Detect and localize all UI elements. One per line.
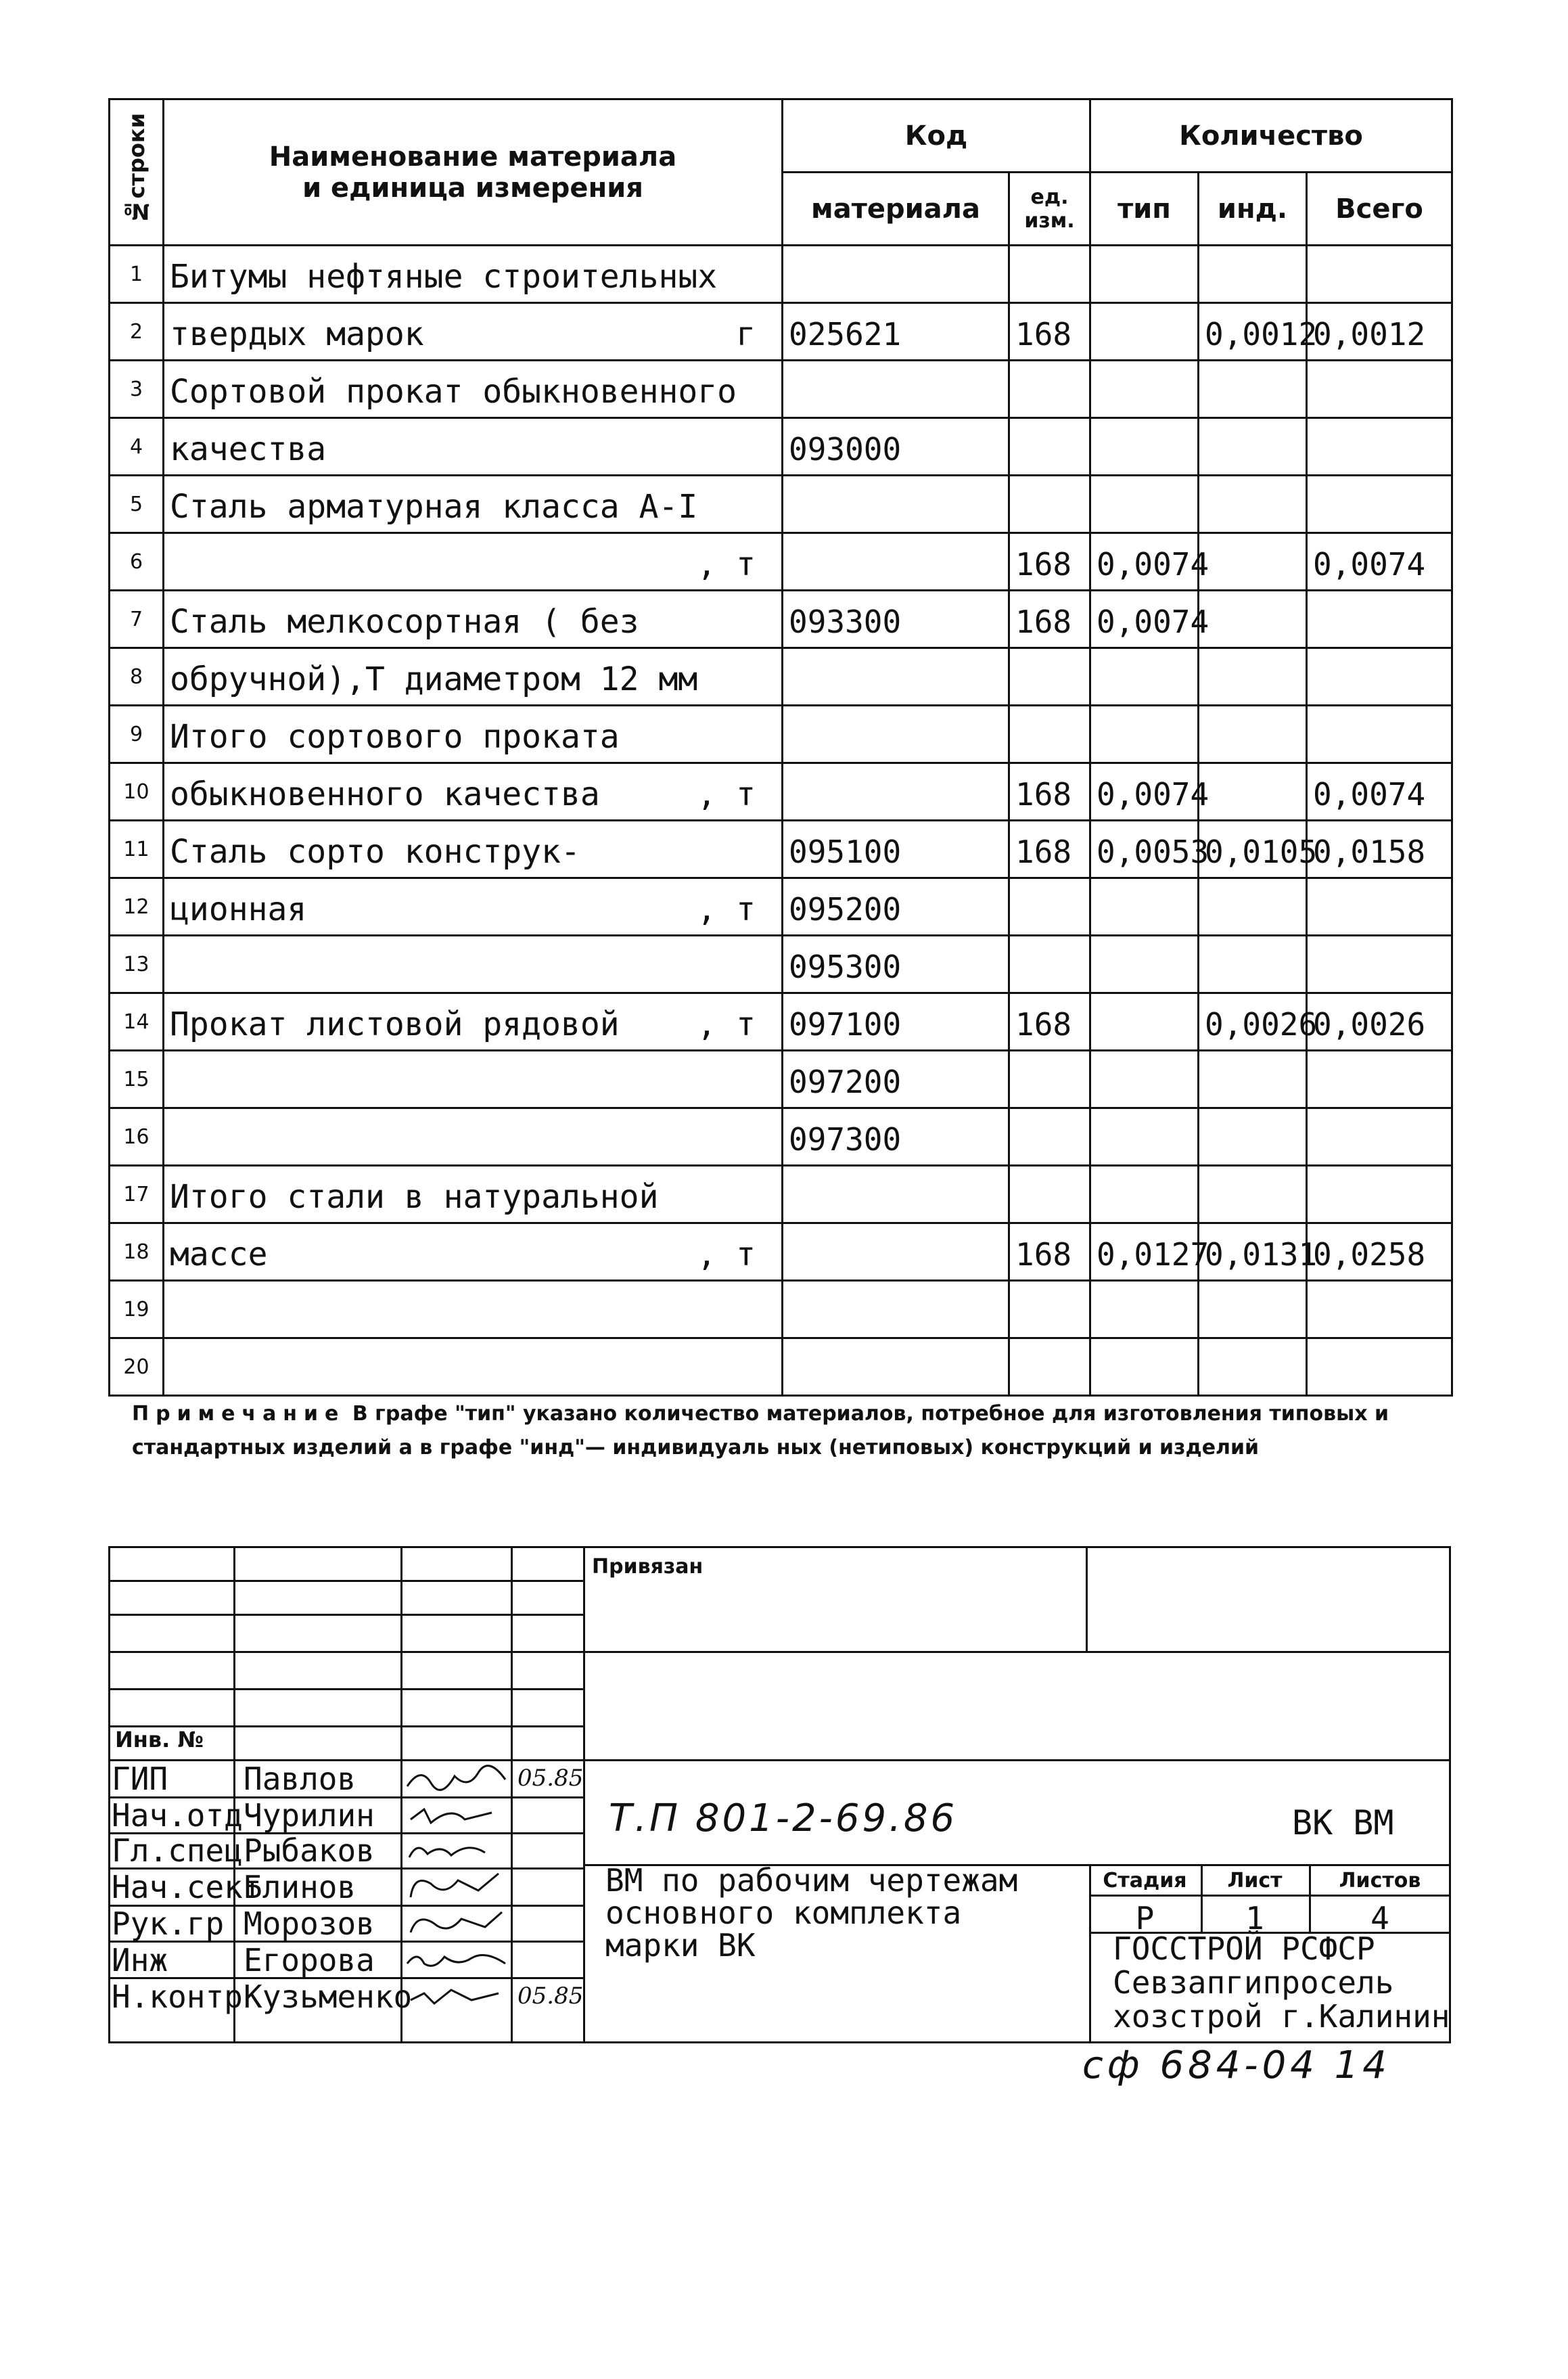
row-number: 2 xyxy=(110,303,164,361)
material-code xyxy=(783,246,1009,303)
material-name-cell xyxy=(164,303,783,361)
person-name-n-kontr: Кузьменко xyxy=(244,1978,413,2015)
materials-table xyxy=(108,98,1453,1397)
table-row xyxy=(110,1281,1452,1338)
row-number: 1 xyxy=(110,246,164,303)
role-nach-sekt: Нач.сект xyxy=(112,1869,262,1905)
person-name-ruk-gr: Морозов xyxy=(244,1905,375,1942)
typical-qty: 0,0074 xyxy=(1090,763,1199,821)
typical-qty xyxy=(1090,361,1199,418)
unit-code xyxy=(1009,878,1090,936)
person-name-gip: Павлов xyxy=(244,1761,356,1797)
document-code: Т.П 801-2-69.86 xyxy=(609,1796,958,1840)
table-row xyxy=(110,418,1452,476)
unit-code: 168 xyxy=(1009,303,1090,361)
material-name: Битумы нефтяные строительных xyxy=(170,258,718,296)
material-code: 095100 xyxy=(783,821,1009,878)
typical-qty xyxy=(1090,246,1199,303)
unit-code xyxy=(1009,936,1090,993)
material-name-header-line2: и единица измерения xyxy=(302,172,643,204)
unit-code: 168 xyxy=(1009,1223,1090,1281)
note-text: В графе "тип" указано количество материалов, потребное для изготовления типовых и стандартных изделий а в графе "инд"— индивидуаль ных (нетиповых) конструкций и изделий xyxy=(132,1402,1389,1459)
material-unit: г xyxy=(736,315,756,353)
signature-inzh xyxy=(404,1943,512,1977)
row-number: 6 xyxy=(110,533,164,591)
material-name-header-line1: Наименование материала xyxy=(269,141,677,173)
material-name: Сортовой прокат обыкновенного xyxy=(170,373,737,411)
material-code xyxy=(783,1338,1009,1396)
unit-code-header: ед. изм. xyxy=(1009,173,1090,246)
material-name-cell xyxy=(164,821,783,878)
individual-qty xyxy=(1199,648,1307,706)
individual-qty xyxy=(1199,1051,1307,1108)
code-group-header: Код xyxy=(783,99,1090,173)
total-qty xyxy=(1307,1281,1452,1338)
row-number: 16 xyxy=(110,1108,164,1166)
individual-qty xyxy=(1199,246,1307,303)
material-code xyxy=(783,763,1009,821)
total-qty: 0,0026 xyxy=(1307,993,1452,1051)
total-qty: 0,0258 xyxy=(1307,1223,1452,1281)
table-row xyxy=(110,246,1452,303)
material-name: Сталь арматурная класса А-I xyxy=(170,488,698,526)
total-qty xyxy=(1307,936,1452,993)
row-number: 15 xyxy=(110,1051,164,1108)
individual-qty: 0,0012 xyxy=(1199,303,1307,361)
signature-n-kontr xyxy=(404,1980,512,2014)
table-row xyxy=(110,476,1452,533)
row-number: 14 xyxy=(110,993,164,1051)
total-qty xyxy=(1307,1051,1452,1108)
role-gl-spec: Гл.спец xyxy=(112,1832,243,1869)
table-row xyxy=(110,706,1452,763)
typical-qty xyxy=(1090,993,1199,1051)
individual-qty xyxy=(1199,533,1307,591)
material-name-cell xyxy=(164,361,783,418)
material-code: 095300 xyxy=(783,936,1009,993)
row-number: 8 xyxy=(110,648,164,706)
table-row xyxy=(110,1108,1452,1166)
total-qty xyxy=(1307,878,1452,936)
date-gip: 05.85 xyxy=(517,1765,584,1792)
total-qty-header: Всего xyxy=(1307,173,1452,246)
material-code: 097300 xyxy=(783,1108,1009,1166)
individual-qty xyxy=(1199,1338,1307,1396)
table-row xyxy=(110,591,1452,648)
total-qty: 0,0158 xyxy=(1307,821,1452,878)
typical-qty xyxy=(1090,878,1199,936)
material-code: 097200 xyxy=(783,1051,1009,1108)
material-code xyxy=(783,361,1009,418)
role-n-kontr: Н.контр xyxy=(112,1978,243,2015)
row-number: 10 xyxy=(110,763,164,821)
row-number-header: №строки xyxy=(110,99,164,246)
material-code xyxy=(783,476,1009,533)
sheet-value: 1 xyxy=(1245,1900,1264,1936)
individual-qty xyxy=(1199,1108,1307,1166)
material-name-cell xyxy=(164,1223,783,1281)
total-qty xyxy=(1307,476,1452,533)
date-n-kontr: 05.85 xyxy=(517,1982,584,2010)
signature-nach-otd xyxy=(404,1799,512,1833)
material-code: 093300 xyxy=(783,591,1009,648)
table-row xyxy=(110,361,1452,418)
individual-qty: 0,0026 xyxy=(1199,993,1307,1051)
typical-qty xyxy=(1090,1338,1199,1396)
material-unit xyxy=(756,258,776,296)
stage-label: Стадия xyxy=(1103,1869,1187,1893)
individual-qty xyxy=(1199,1166,1307,1223)
table-row xyxy=(110,303,1452,361)
unit-code xyxy=(1009,706,1090,763)
total-qty xyxy=(1307,1338,1452,1396)
typical-qty: 0,0053 xyxy=(1090,821,1199,878)
signature-gl-spec xyxy=(404,1834,512,1867)
note-label: Примечание xyxy=(132,1402,346,1426)
material-unit: , т xyxy=(697,1236,756,1273)
unit-code xyxy=(1009,1281,1090,1338)
individual-qty xyxy=(1199,1281,1307,1338)
role-ruk-gr: Рук.гр xyxy=(112,1905,225,1942)
typical-qty: 0,0074 xyxy=(1090,533,1199,591)
typical-qty: 0,0074 xyxy=(1090,591,1199,648)
table-row xyxy=(110,1051,1452,1108)
material-name: Итого сортового проката xyxy=(170,718,620,756)
table-row xyxy=(110,821,1452,878)
material-name: Сталь сорто конструк- xyxy=(170,833,580,871)
material-unit xyxy=(756,603,776,641)
signature-nach-sekt xyxy=(404,1870,512,1904)
material-name-cell xyxy=(164,1166,783,1223)
row-number: 9 xyxy=(110,706,164,763)
archive-number: сф 684-04 14 xyxy=(1082,2043,1391,2087)
table-row xyxy=(110,533,1452,591)
total-qty xyxy=(1307,706,1452,763)
material-unit: , т xyxy=(697,775,756,813)
material-unit: , т xyxy=(697,545,756,583)
typical-qty xyxy=(1090,706,1199,763)
material-name-cell xyxy=(164,648,783,706)
privyazan-label: Привязан xyxy=(592,1555,704,1579)
unit-code: 168 xyxy=(1009,993,1090,1051)
material-unit: , т xyxy=(697,1005,756,1043)
row-number: 18 xyxy=(110,1223,164,1281)
table-row xyxy=(110,648,1452,706)
drawing-mark: ВК ВМ xyxy=(1292,1803,1394,1842)
material-unit xyxy=(756,1178,776,1216)
total-qty xyxy=(1307,1166,1452,1223)
total-qty xyxy=(1307,648,1452,706)
unit-code xyxy=(1009,648,1090,706)
table-row xyxy=(110,993,1452,1051)
unit-code xyxy=(1009,1108,1090,1166)
material-name-cell xyxy=(164,1108,783,1166)
unit-code xyxy=(1009,1166,1090,1223)
total-qty xyxy=(1307,246,1452,303)
quantity-group-header: Количество xyxy=(1090,99,1452,173)
table-row xyxy=(110,878,1452,936)
role-inzh: Инж xyxy=(112,1942,168,1978)
unit-code xyxy=(1009,1051,1090,1108)
material-code xyxy=(783,1223,1009,1281)
row-number: 11 xyxy=(110,821,164,878)
typical-qty: 0,0127 xyxy=(1090,1223,1199,1281)
material-name-cell xyxy=(164,1051,783,1108)
material-name-cell xyxy=(164,706,783,763)
row-number: 3 xyxy=(110,361,164,418)
material-name-cell xyxy=(164,418,783,476)
typical-qty xyxy=(1090,303,1199,361)
table-row xyxy=(110,763,1452,821)
individual-qty xyxy=(1199,878,1307,936)
row-number: 20 xyxy=(110,1338,164,1396)
row-number: 13 xyxy=(110,936,164,993)
materials-table-body xyxy=(110,246,1452,1396)
typical-qty xyxy=(1090,1051,1199,1108)
unit-code xyxy=(1009,476,1090,533)
person-name-gl-spec: Рыбаков xyxy=(244,1832,375,1869)
material-code: 095200 xyxy=(783,878,1009,936)
material-name-cell xyxy=(164,878,783,936)
sheets-value: 4 xyxy=(1370,1900,1389,1936)
unit-code xyxy=(1009,1338,1090,1396)
individual-qty xyxy=(1199,706,1307,763)
typical-qty xyxy=(1090,936,1199,993)
unit-code xyxy=(1009,418,1090,476)
material-name: Прокат листовой рядовой xyxy=(170,1005,620,1043)
material-code-header: материала xyxy=(783,173,1009,246)
unit-code: 168 xyxy=(1009,763,1090,821)
material-name: твердых марок xyxy=(170,315,424,353)
material-name: качества xyxy=(170,430,327,468)
material-name-cell xyxy=(164,993,783,1051)
material-name-cell xyxy=(164,1338,783,1396)
unit-code: 168 xyxy=(1009,533,1090,591)
material-code xyxy=(783,1166,1009,1223)
stage-value: Р xyxy=(1135,1900,1155,1936)
unit-code xyxy=(1009,246,1090,303)
material-name-cell xyxy=(164,1281,783,1338)
row-number: 12 xyxy=(110,878,164,936)
typical-qty xyxy=(1090,648,1199,706)
individual-qty xyxy=(1199,936,1307,993)
material-name-cell xyxy=(164,763,783,821)
table-row xyxy=(110,1223,1452,1281)
material-unit xyxy=(756,660,776,698)
material-name: массе xyxy=(170,1236,268,1273)
material-code xyxy=(783,648,1009,706)
signature-ruk-gr xyxy=(404,1907,512,1941)
person-name-nach-otd: Чурилин xyxy=(244,1797,375,1834)
person-name-nach-sekt: Блинов xyxy=(244,1869,356,1905)
material-name: обыкновенного качества xyxy=(170,775,600,813)
total-qty: 0,0012 xyxy=(1307,303,1452,361)
typical-qty-header: тип xyxy=(1090,173,1199,246)
row-number: 19 xyxy=(110,1281,164,1338)
individual-qty xyxy=(1199,418,1307,476)
material-unit xyxy=(756,488,776,526)
total-qty: 0,0074 xyxy=(1307,533,1452,591)
individual-qty xyxy=(1199,591,1307,648)
total-qty xyxy=(1307,591,1452,648)
material-unit: , т xyxy=(697,890,756,928)
material-name-cell xyxy=(164,936,783,993)
table-header-row-1 xyxy=(110,99,1452,173)
sheets-label: Листов xyxy=(1339,1869,1421,1893)
material-name: Сталь мелкосортная ( без xyxy=(170,603,639,641)
individual-qty xyxy=(1199,763,1307,821)
table-row xyxy=(110,1166,1452,1223)
material-code: 093000 xyxy=(783,418,1009,476)
organization: ГОССТРОЙ РСФСР Севзапгипросель хозстрой г.Калинин xyxy=(1113,1930,1450,2035)
material-code xyxy=(783,706,1009,763)
material-name: обручной),Т диаметром 12 мм xyxy=(170,660,698,698)
total-qty: 0,0074 xyxy=(1307,763,1452,821)
role-gip: ГИП xyxy=(112,1761,168,1797)
individual-qty xyxy=(1199,476,1307,533)
document-title: ВМ по рабочим чертежам основного комплекта марки ВК xyxy=(605,1862,1018,1964)
inventory-number-label: Инв. № xyxy=(115,1727,204,1752)
total-qty xyxy=(1307,1108,1452,1166)
typical-qty xyxy=(1090,476,1199,533)
material-name-cell xyxy=(164,476,783,533)
row-number: 5 xyxy=(110,476,164,533)
role-nach-otd: Нач.отд xyxy=(112,1797,243,1834)
individual-qty: 0,0131 xyxy=(1199,1223,1307,1281)
material-code: 025621 xyxy=(783,303,1009,361)
typical-qty xyxy=(1090,418,1199,476)
material-name-header xyxy=(164,99,783,246)
total-qty xyxy=(1307,361,1452,418)
material-name-cell xyxy=(164,533,783,591)
unit-code: 168 xyxy=(1009,591,1090,648)
material-name-cell xyxy=(164,591,783,648)
material-unit xyxy=(756,718,776,756)
material-unit xyxy=(756,833,776,871)
material-code xyxy=(783,533,1009,591)
material-name: Итого стали в натуральной xyxy=(170,1178,659,1216)
material-name: ционная xyxy=(170,890,307,928)
material-code xyxy=(783,1281,1009,1338)
signature-gip xyxy=(404,1763,512,1796)
row-number: 7 xyxy=(110,591,164,648)
typical-qty xyxy=(1090,1281,1199,1338)
material-unit xyxy=(756,430,776,468)
person-name-inzh: Егорова xyxy=(244,1942,375,1978)
row-number: 17 xyxy=(110,1166,164,1223)
sheet-label: Лист xyxy=(1227,1869,1283,1893)
material-unit xyxy=(756,373,776,411)
typical-qty xyxy=(1090,1166,1199,1223)
total-qty xyxy=(1307,418,1452,476)
unit-code xyxy=(1009,361,1090,418)
note xyxy=(132,1397,1451,1465)
table-row xyxy=(110,1338,1452,1396)
material-name-cell xyxy=(164,246,783,303)
row-number: 4 xyxy=(110,418,164,476)
individual-qty-header: инд. xyxy=(1199,173,1307,246)
individual-qty: 0,0105 xyxy=(1199,821,1307,878)
table-row xyxy=(110,936,1452,993)
individual-qty xyxy=(1199,361,1307,418)
material-code: 097100 xyxy=(783,993,1009,1051)
unit-code: 168 xyxy=(1009,821,1090,878)
typical-qty xyxy=(1090,1108,1199,1166)
